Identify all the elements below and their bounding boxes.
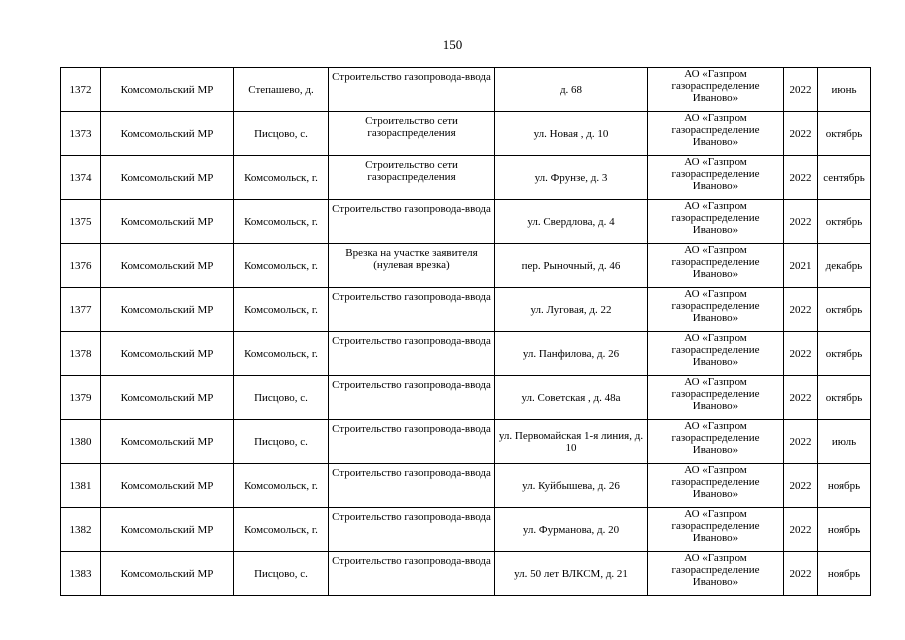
organization-cell: АО «Газпром газораспределение Иваново» xyxy=(648,508,784,552)
locality-cell: Комсомольск, г. xyxy=(234,332,329,376)
table-row xyxy=(61,244,871,288)
row-number-cell: 1377 xyxy=(61,288,101,332)
work-type-cell: Строительство газопровода-ввода xyxy=(329,200,495,244)
month-cell: октябрь xyxy=(818,376,871,420)
address-cell: ул. Фурманова, д. 20 xyxy=(495,508,648,552)
table-row xyxy=(61,332,871,376)
year-cell: 2022 xyxy=(784,156,818,200)
month-cell: октябрь xyxy=(818,112,871,156)
district-cell: Комсомольский МР xyxy=(101,376,234,420)
work-type-cell: Строительство газопровода-ввода xyxy=(329,332,495,376)
organization-cell: АО «Газпром газораспределение Иваново» xyxy=(648,200,784,244)
district-cell: Комсомольский МР xyxy=(101,288,234,332)
organization-cell: АО «Газпром газораспределение Иваново» xyxy=(648,68,784,112)
address-cell: ул. Новая , д. 10 xyxy=(495,112,648,156)
district-cell: Комсомольский МР xyxy=(101,68,234,112)
year-cell: 2022 xyxy=(784,376,818,420)
work-type-cell: Строительство сети газораспределения xyxy=(329,156,495,200)
address-cell: ул. Советская , д. 48а xyxy=(495,376,648,420)
work-type-cell: Строительство газопровода-ввода xyxy=(329,552,495,596)
address-cell: пер. Рыночный, д. 46 xyxy=(495,244,648,288)
table-row xyxy=(61,376,871,420)
district-cell: Комсомольский МР xyxy=(101,244,234,288)
year-cell: 2022 xyxy=(784,288,818,332)
table-row xyxy=(61,420,871,464)
address-cell: ул. Куйбышева, д. 26 xyxy=(495,464,648,508)
district-cell: Комсомольский МР xyxy=(101,332,234,376)
locality-cell: Комсомольск, г. xyxy=(234,288,329,332)
table-body xyxy=(61,68,871,596)
address-cell: ул. Первомайская 1-я линия, д. 10 xyxy=(495,420,648,464)
work-type-cell: Строительство газопровода-ввода xyxy=(329,420,495,464)
work-type-cell: Строительство газопровода-ввода xyxy=(329,508,495,552)
address-cell: ул. Панфилова, д. 26 xyxy=(495,332,648,376)
address-cell: ул. 50 лет ВЛКСМ, д. 21 xyxy=(495,552,648,596)
address-cell: ул. Фрунзе, д. 3 xyxy=(495,156,648,200)
locality-cell: Комсомольск, г. xyxy=(234,508,329,552)
organization-cell: АО «Газпром газораспределение Иваново» xyxy=(648,376,784,420)
row-number-cell: 1381 xyxy=(61,464,101,508)
row-number-cell: 1379 xyxy=(61,376,101,420)
table-row xyxy=(61,200,871,244)
table-row xyxy=(61,288,871,332)
year-cell: 2022 xyxy=(784,68,818,112)
row-number-cell: 1383 xyxy=(61,552,101,596)
locality-cell: Комсомольск, г. xyxy=(234,464,329,508)
month-cell: октябрь xyxy=(818,332,871,376)
work-type-cell: Строительство газопровода-ввода xyxy=(329,464,495,508)
district-cell: Комсомольский МР xyxy=(101,420,234,464)
locality-cell: Комсомольск, г. xyxy=(234,156,329,200)
locality-cell: Комсомольск, г. xyxy=(234,200,329,244)
table-row xyxy=(61,156,871,200)
work-type-cell: Врезка на участке заявителя (нулевая врезка) xyxy=(329,244,495,288)
objects-table xyxy=(60,67,871,596)
organization-cell: АО «Газпром газораспределение Иваново» xyxy=(648,288,784,332)
table-row xyxy=(61,552,871,596)
month-cell: ноябрь xyxy=(818,508,871,552)
address-cell: ул. Свердлова, д. 4 xyxy=(495,200,648,244)
locality-cell: Степашево, д. xyxy=(234,68,329,112)
row-number-cell: 1380 xyxy=(61,420,101,464)
year-cell: 2022 xyxy=(784,332,818,376)
organization-cell: АО «Газпром газораспределение Иваново» xyxy=(648,464,784,508)
locality-cell: Писцово, с. xyxy=(234,552,329,596)
organization-cell: АО «Газпром газораспределение Иваново» xyxy=(648,244,784,288)
month-cell: октябрь xyxy=(818,200,871,244)
district-cell: Комсомольский МР xyxy=(101,508,234,552)
page-number: 150 xyxy=(442,37,463,52)
work-type-cell: Строительство газопровода-ввода xyxy=(329,376,495,420)
district-cell: Комсомольский МР xyxy=(101,156,234,200)
month-cell: октябрь xyxy=(818,288,871,332)
table-row xyxy=(61,112,871,156)
row-number-cell: 1376 xyxy=(61,244,101,288)
address-cell: д. 68 xyxy=(495,68,648,112)
year-cell: 2022 xyxy=(784,112,818,156)
month-cell: ноябрь xyxy=(818,552,871,596)
district-cell: Комсомольский МР xyxy=(101,552,234,596)
row-number-cell: 1373 xyxy=(61,112,101,156)
organization-cell: АО «Газпром газораспределение Иваново» xyxy=(648,552,784,596)
year-cell: 2022 xyxy=(784,508,818,552)
organization-cell: АО «Газпром газораспределение Иваново» xyxy=(648,112,784,156)
year-cell: 2022 xyxy=(784,552,818,596)
month-cell: ноябрь xyxy=(818,464,871,508)
year-cell: 2021 xyxy=(784,244,818,288)
locality-cell: Писцово, с. xyxy=(234,376,329,420)
district-cell: Комсомольский МР xyxy=(101,200,234,244)
row-number-cell: 1378 xyxy=(61,332,101,376)
month-cell: декабрь xyxy=(818,244,871,288)
row-number-cell: 1375 xyxy=(61,200,101,244)
work-type-cell: Строительство газопровода-ввода xyxy=(329,288,495,332)
work-type-cell: Строительство газопровода-ввода xyxy=(329,68,495,112)
month-cell: июнь xyxy=(818,68,871,112)
year-cell: 2022 xyxy=(784,420,818,464)
address-cell: ул. Луговая, д. 22 xyxy=(495,288,648,332)
table-row xyxy=(61,508,871,552)
table-row xyxy=(61,68,871,112)
row-number-cell: 1374 xyxy=(61,156,101,200)
year-cell: 2022 xyxy=(784,200,818,244)
organization-cell: АО «Газпром газораспределение Иваново» xyxy=(648,332,784,376)
district-cell: Комсомольский МР xyxy=(101,112,234,156)
table-row xyxy=(61,464,871,508)
row-number-cell: 1372 xyxy=(61,68,101,112)
month-cell: июль xyxy=(818,420,871,464)
locality-cell: Писцово, с. xyxy=(234,420,329,464)
organization-cell: АО «Газпром газораспределение Иваново» xyxy=(648,156,784,200)
locality-cell: Писцово, с. xyxy=(234,112,329,156)
work-type-cell: Строительство сети газораспределения xyxy=(329,112,495,156)
year-cell: 2022 xyxy=(784,464,818,508)
row-number-cell: 1382 xyxy=(61,508,101,552)
organization-cell: АО «Газпром газораспределение Иваново» xyxy=(648,420,784,464)
district-cell: Комсомольский МР xyxy=(101,464,234,508)
locality-cell: Комсомольск, г. xyxy=(234,244,329,288)
month-cell: сентябрь xyxy=(818,156,871,200)
